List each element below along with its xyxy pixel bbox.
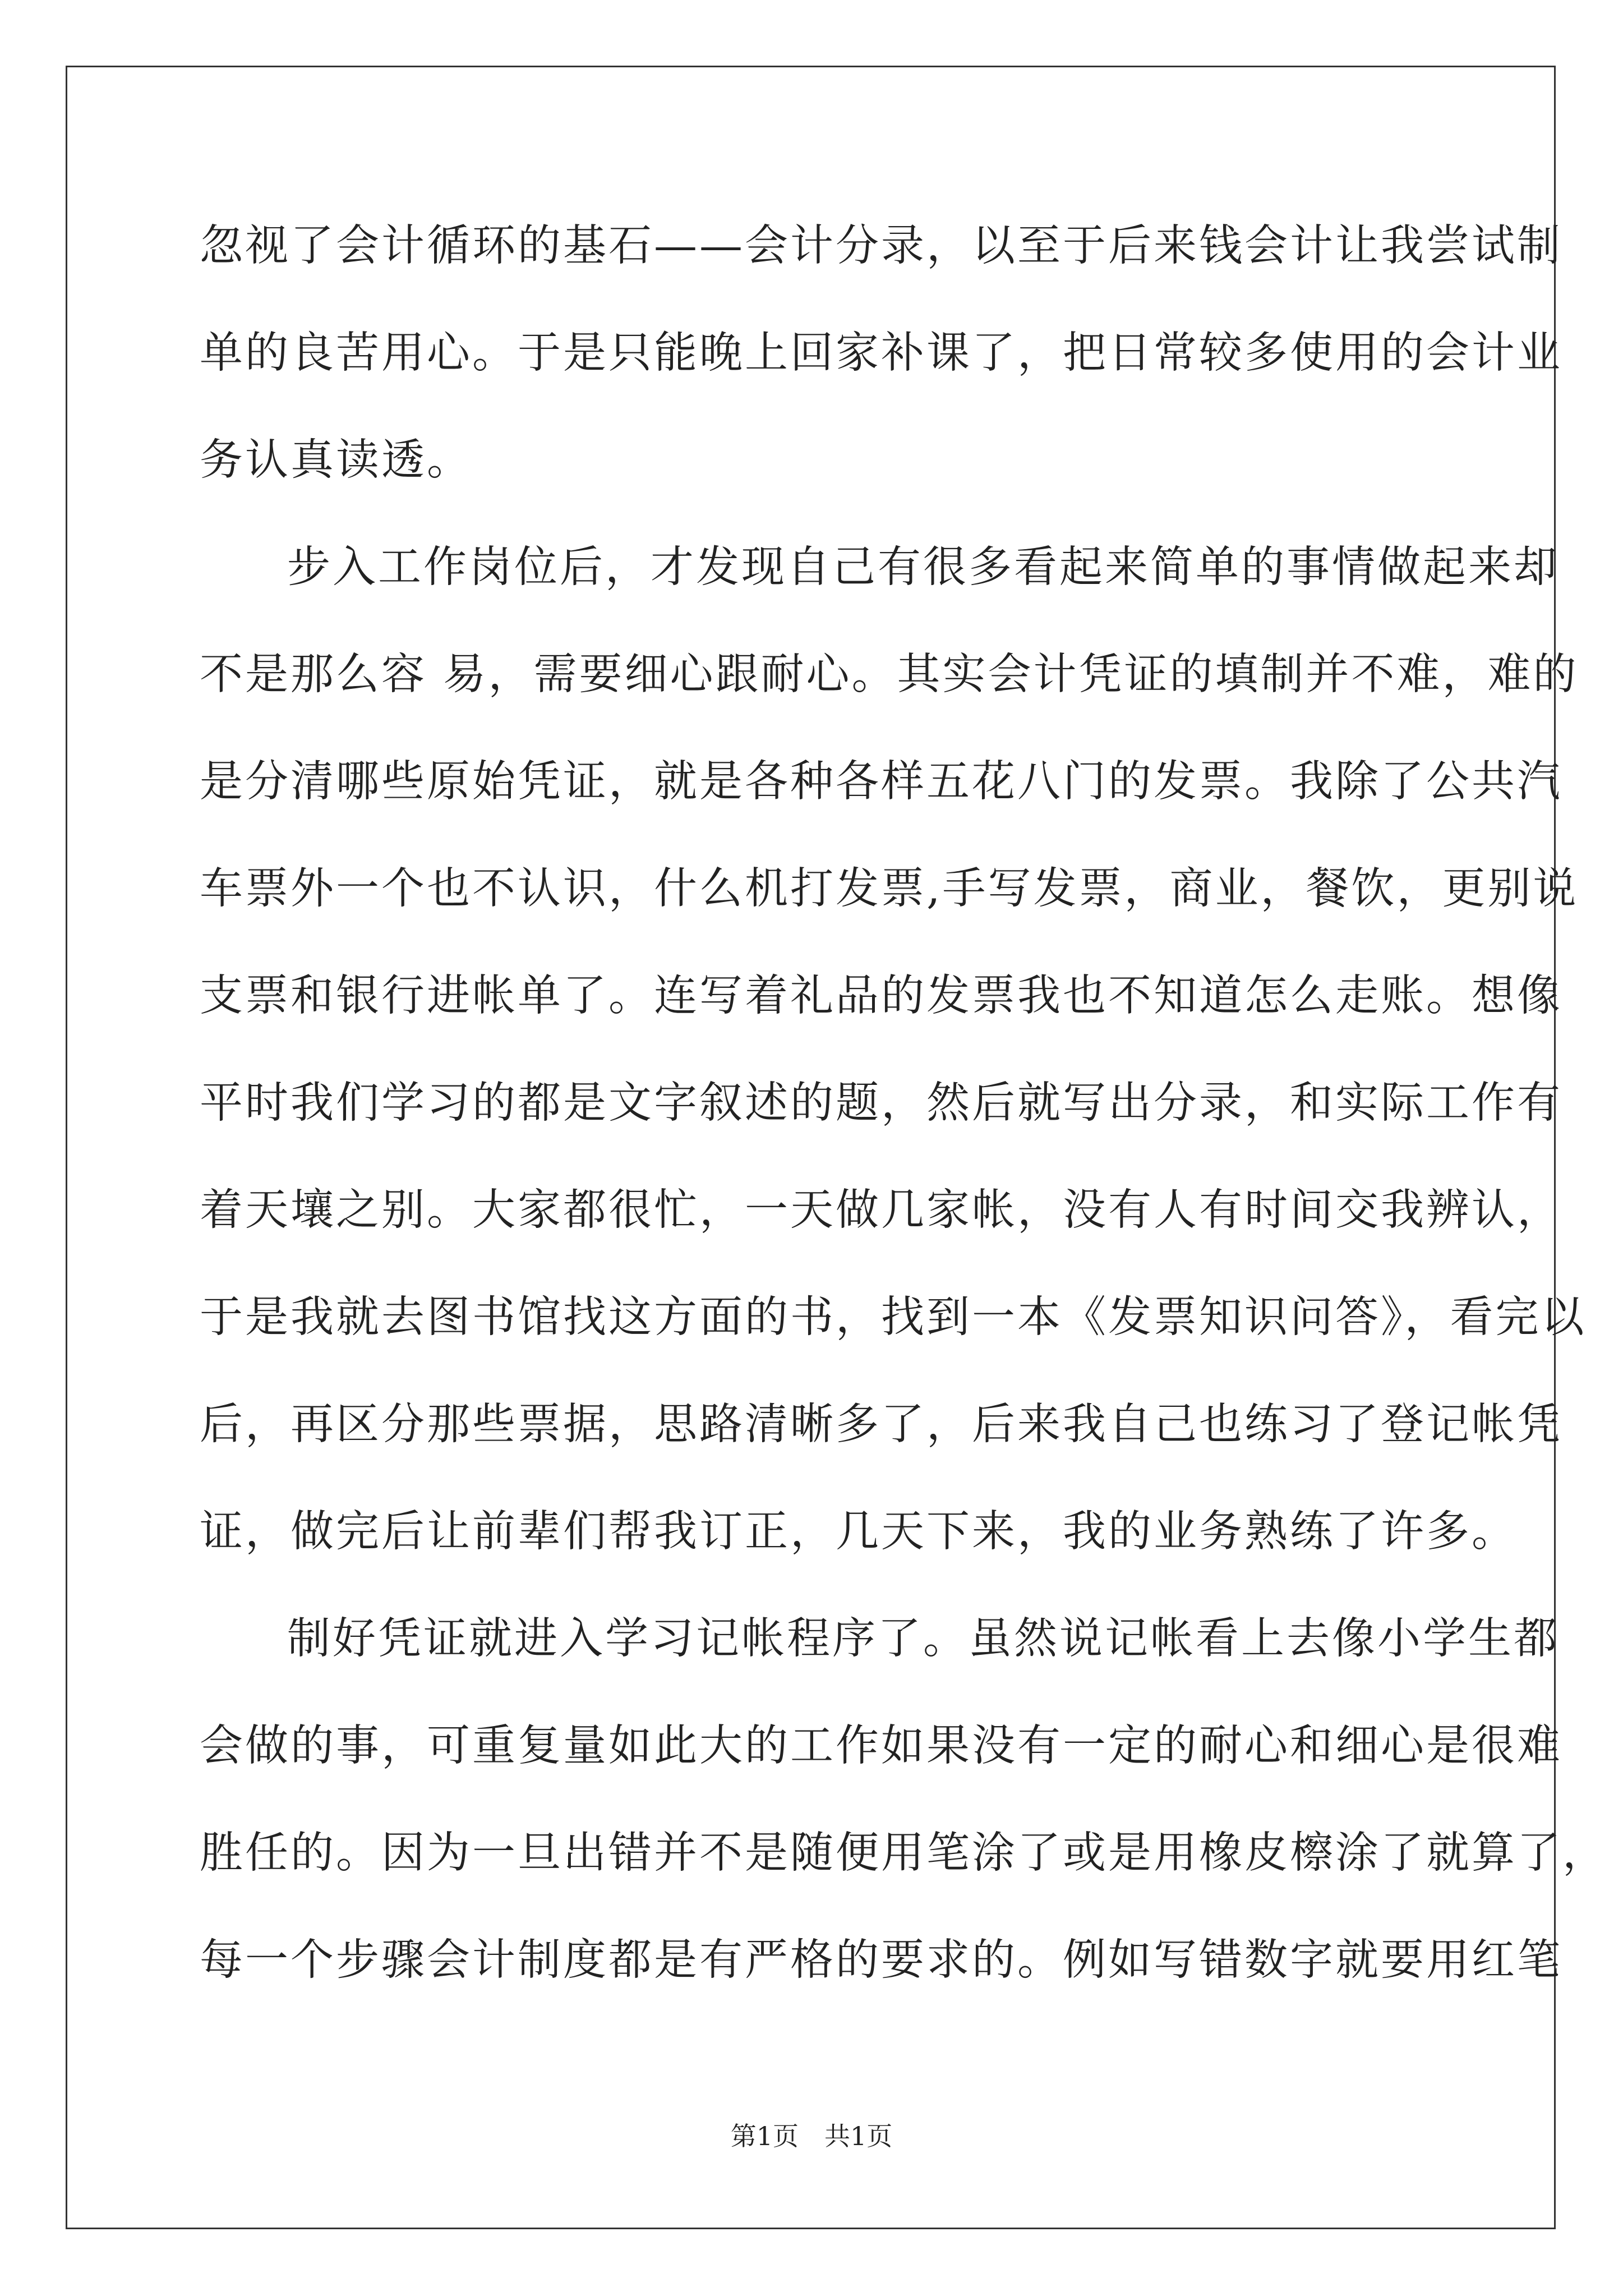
text-line: 后，再区分那些票据，思路清晰多了，后来我自己也练习了登记帐凭 xyxy=(200,1400,1562,1450)
paragraph-first-line: 步入工作岗位后，才发现自己有很多看起来简单的事情做起来却 xyxy=(287,542,1559,592)
text-line: 于是我就去图书馆找这方面的书，找到一本《发票知识问答》，看完以 xyxy=(200,1292,1587,1342)
text-line: 会做的事，可重复量如此大的工作如果没有一定的耐心和细心是很难 xyxy=(200,1721,1562,1771)
text-line: 务认真读透。 xyxy=(200,435,472,485)
text-line: 平时我们学习的都是文字叙述的题，然后就写出分录，和实际工作有 xyxy=(200,1078,1562,1128)
text-line: 是分清哪些原始凭证，就是各种各样五花八门的发票。我除了公共汽 xyxy=(200,757,1562,807)
text-line: 忽视了会计循环的基石——会计分录，以至于后来钱会计让我尝试制 xyxy=(200,221,1562,271)
text-line: 每一个步骤会计制度都是有严格的要求的。例如写错数字就要用红笔 xyxy=(200,1935,1562,1985)
paragraph-first-line: 制好凭证就进入学习记帐程序了。虽然说记帐看上去像小学生都 xyxy=(287,1614,1559,1664)
page-number-footer: 第1页 共1页 xyxy=(730,2121,893,2151)
text-line: 支票和银行进帐单了。连写着礼品的发票我也不知道怎么走账。想像 xyxy=(200,971,1562,1021)
text-line: 单的良苦用心。于是只能晚上回家补课了，把日常较多使用的会计业 xyxy=(200,328,1562,378)
text-line: 车票外一个也不认识，什么机打发票,手写发票，商业，餐饮，更别说 xyxy=(200,864,1579,914)
text-line: 着天壤之别。大家都很忙，一天做几家帐，没有人有时间交我辨认， xyxy=(200,1185,1562,1235)
text-line: 不是那么容 易，需要细心跟耐心。其实会计凭证的填制并不难，难的 xyxy=(200,650,1579,700)
text-line: 证，做完后让前辈们帮我订正，几天下来，我的业务熟练了许多。 xyxy=(200,1507,1517,1557)
text-line: 胜任的。因为一旦出错并不是随便用笔涂了或是用橡皮檫涂了就算了， xyxy=(200,1828,1608,1878)
document-body xyxy=(200,221,1608,2042)
